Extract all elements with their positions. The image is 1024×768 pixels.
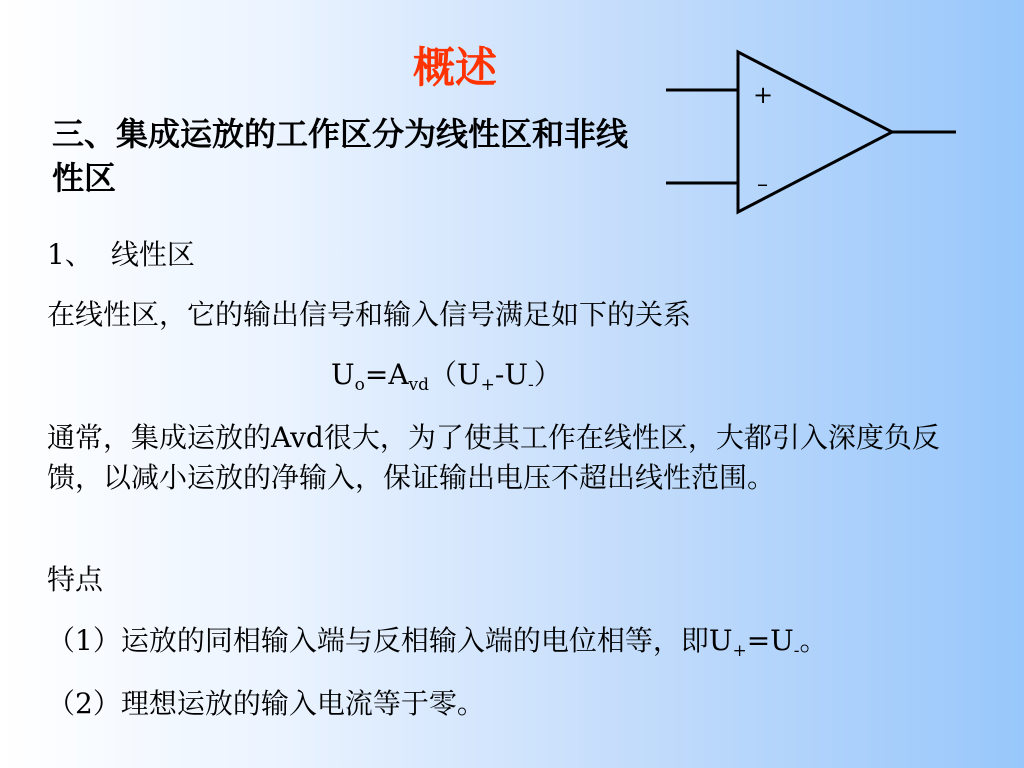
op-amp-symbol-icon [660, 44, 960, 224]
formula-plus-subscript: + [480, 375, 495, 395]
op-amp-plus-label: + [753, 81, 774, 109]
feature-1 [47, 622, 828, 659]
feature-1-number: （1） [47, 624, 121, 657]
section-1-heading [47, 236, 195, 273]
feature-1-text: 运放的同相输入端与反相输入端的电位相等，即U [120, 624, 733, 657]
feature-1-eq: =U [746, 624, 794, 657]
feature-1-minus-subscript: - [793, 641, 800, 661]
slide-subtitle: 三、集成运放的工作区分为线性区和非线性区 [52, 115, 629, 197]
linear-region-formula [331, 355, 562, 395]
feature-2-text: 理想运放的输入电流等于零。 [120, 687, 485, 720]
formula-minus-subscript: - [527, 375, 534, 395]
feature-2-number: （2） [47, 687, 121, 720]
features-heading: 特点 [47, 563, 104, 596]
feature-1-end: 。 [799, 624, 828, 657]
formula-close-paren: ） [533, 358, 562, 391]
section-1-number: 1、 [47, 238, 93, 271]
formula-open-paren: （U [429, 358, 481, 391]
formula-o-subscript: o [354, 375, 365, 395]
op-amp-minus-label: – [757, 172, 768, 197]
formula-vd-subscript: vd [408, 375, 430, 395]
section-1-title: 线性区 [110, 238, 195, 271]
formula-eq-a: =A [364, 358, 409, 391]
feature-1-plus-subscript: + [732, 641, 747, 661]
formula-u: U [331, 358, 355, 391]
intro-line: 在线性区，它的输出信号和输入信号满足如下的关系 [47, 298, 692, 331]
explanation-paragraph: 通常，集成运放的Avd很大，为了使其工作在线性区，大都引入深度负反馈，以减小运放的净输入，保证输出电压不超出线性范围。 [47, 421, 940, 494]
feature-2 [47, 685, 485, 722]
formula-mid: -U [494, 358, 528, 391]
slide-title: 概述 [412, 43, 497, 92]
